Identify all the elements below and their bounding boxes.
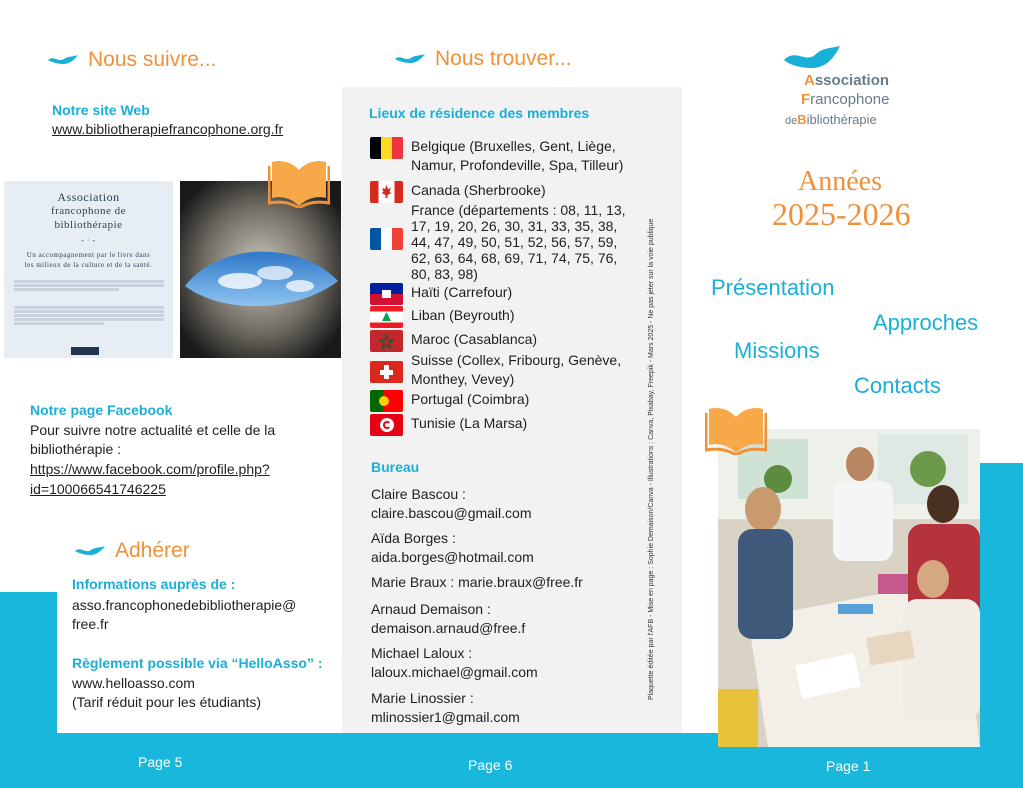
bureau-member-linossier: Marie Linossier : mlinossier1@gmail.com — [371, 690, 520, 725]
card-paragraph-2 — [14, 305, 164, 326]
find-title — [393, 47, 572, 71]
card-title-line-3: bibliothérapie — [54, 219, 123, 231]
france-flag — [370, 228, 403, 250]
menu-missions: Missions — [734, 338, 820, 363]
facebook-link-2[interactable]: id=100066541746225 — [30, 481, 166, 497]
facebook-heading: Notre page Facebook — [30, 402, 173, 418]
haiti-flag — [370, 283, 403, 305]
credits-vertical-text: Plaquette éditée par l'AFB - Mise en page : Sophie Demaison/Canva - Illustrations : Canva, Pixabay, Freepik - Mars 2025 - Ne pas jeter sur la voie publique — [648, 218, 655, 700]
logo-line-1: Association — [804, 72, 890, 89]
bird-icon — [393, 52, 427, 66]
members-heading: Lieux de résidence des membres — [369, 105, 590, 121]
country-row-switzerland — [370, 351, 670, 389]
students-photo — [718, 429, 980, 747]
open-book-icon — [268, 156, 330, 208]
join-title — [73, 539, 190, 563]
morocco-flag — [370, 330, 403, 352]
card-tagline-1: Un accompagnement par le livre dans — [26, 251, 151, 259]
bottom-band-left-extension — [0, 592, 57, 733]
bureau-member-laloux: Michael Laloux : laloux.michael@gmail.com — [371, 645, 538, 680]
join-title-text: Adhérer — [115, 539, 190, 562]
country-text: Maroc (Casablanca) — [411, 331, 538, 347]
follow-title-text: Nous suivre... — [88, 48, 217, 71]
canada-flag — [370, 181, 403, 203]
logo-line-3: deBibliothérapie — [785, 112, 877, 127]
card-contact-button — [71, 347, 99, 355]
bird-icon — [46, 53, 80, 67]
find-title-text: Nous trouver... — [435, 47, 572, 70]
page-number-left: Page 5 — [138, 754, 183, 770]
open-book-icon — [705, 403, 767, 455]
facebook-link-1[interactable]: https://www.facebook.com/profile.php? — [30, 461, 270, 477]
join-info-heading: Informations auprès de : — [72, 576, 236, 592]
country-row-france — [370, 202, 670, 282]
country-row-morocco — [370, 330, 670, 352]
bird-icon — [73, 544, 107, 558]
bureau-heading: Bureau — [371, 459, 420, 475]
join-payment-url: www.helloasso.com — [72, 675, 195, 691]
facebook-text-1: Pour suivre notre actualité et celle de la — [30, 422, 276, 438]
menu-presentation: Présentation — [711, 275, 835, 300]
bureau-member-demaison: Arnaud Demaison : demaison.arnaud@free.f — [371, 601, 526, 636]
country-row-tunisia — [370, 414, 670, 436]
country-row-haiti — [370, 283, 670, 305]
tunisia-flag — [370, 414, 403, 436]
card-tagline-2: les milieux de la culture et de la santé. — [24, 261, 153, 269]
page-number-right: Page 1 — [826, 758, 871, 774]
follow-title — [46, 48, 216, 72]
brochure-card-image — [4, 181, 173, 358]
country-text: Canada (Sherbrooke) — [411, 182, 546, 198]
join-email-2: free.fr — [72, 616, 109, 632]
country-text: Suisse (Collex, Fribourg, Genève, Monthey, Vevey) — [411, 352, 622, 387]
country-text: Haïti (Carrefour) — [411, 284, 513, 300]
years-label: Années — [798, 166, 882, 197]
facebook-text-2: bibliothérapie : — [30, 441, 122, 457]
card-title-line-1: Association — [57, 190, 120, 204]
country-text: Belgique (Bruxelles, Gent, Liège, Namur, Profondeville, Spa, Tilleur) — [411, 138, 624, 173]
switzerland-flag — [370, 361, 403, 383]
country-text: France (départements : 08, 11, 13, 17, 19, 20, 26, 30, 31, 33, 35, 38, 44, 47, 49, 50, 51, 52, 56, 57, 59, 62, 63, 64, 68, 69, 71, 74, 75, 76, 80, 83, 98) — [411, 202, 626, 282]
country-text: Liban (Beyrouth) — [411, 307, 515, 323]
join-email-1: asso.francophonedebibliotherapie@ — [72, 597, 297, 613]
bureau-member-borges: Aïda Borges : aida.borges@hotmail.com — [371, 530, 534, 565]
card-paragraph-1 — [14, 279, 164, 292]
menu-contacts: Contacts — [854, 373, 941, 398]
logo-line-2: Francophone — [801, 91, 890, 108]
page-number-middle: Page 6 — [468, 757, 513, 773]
join-payment-heading: Règlement possible via “HelloAsso” : — [72, 655, 323, 671]
country-row-belgium — [370, 137, 670, 175]
country-text: Tunisie (La Marsa) — [411, 415, 528, 431]
bureau-member-bascou: Claire Bascou : claire.bascou@gmail.com — [371, 486, 532, 521]
website-link[interactable]: www.bibliotherapiefrancophone.org.fr — [52, 121, 284, 137]
portugal-flag — [370, 390, 403, 412]
country-row-lebanon — [370, 306, 670, 328]
country-row-canada — [370, 181, 670, 203]
join-payment-note: (Tarif réduit pour les étudiants) — [72, 694, 262, 710]
years-value: 2025-2026 — [772, 196, 911, 232]
bottom-band-right-extension — [978, 463, 1023, 733]
card-divider: - · - — [81, 236, 96, 245]
belgium-flag — [370, 137, 403, 159]
website-heading: Notre site Web — [52, 102, 150, 118]
country-text: Portugal (Coimbra) — [411, 391, 530, 407]
card-title-line-2: francophone de — [50, 205, 127, 217]
menu-approches: Approches — [873, 310, 979, 335]
country-row-portugal — [370, 390, 670, 412]
lebanon-flag — [370, 306, 403, 328]
bureau-member-braux: Marie Braux : marie.braux@free.fr — [371, 574, 583, 590]
